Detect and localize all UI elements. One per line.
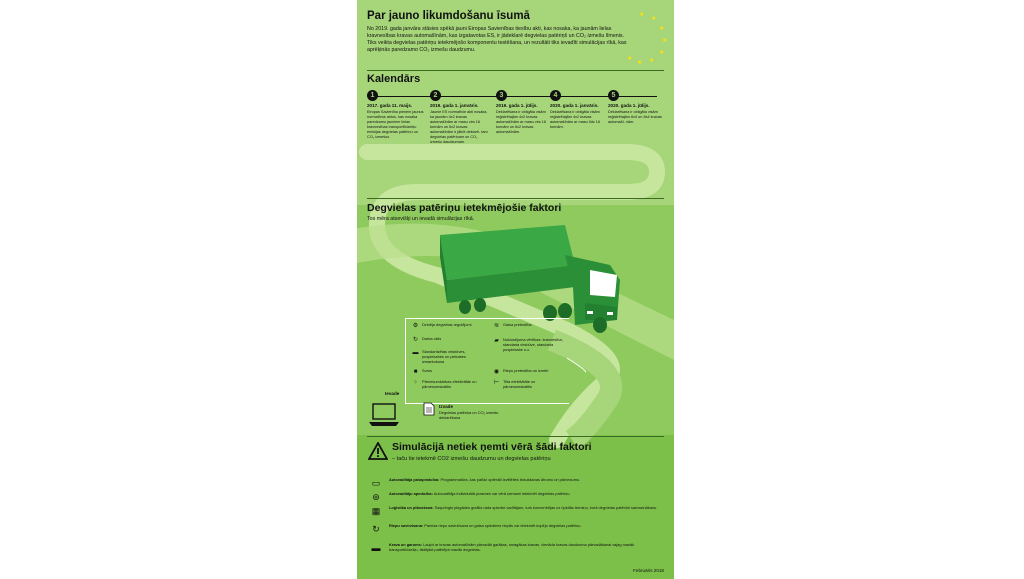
divider [367,198,664,199]
monitor-icon: ▭ [371,478,381,488]
step-date: 2020. gada 1. janvāris. [550,103,599,108]
step-date: 2019. gada 1. janvāris. [430,103,479,108]
excluded-factor-row [369,492,659,502]
simulation-title: Simulācijā netiek ņemti vērā šādi faktori [392,441,592,453]
calendar-title: Kalendārs [367,73,421,85]
step-number: 3 [496,90,507,101]
step-number: 5 [608,90,619,101]
factors-subtitle: Tos mēra atsevišķi un ievadā simulācijas rīkā. [367,216,475,222]
calendar-item [367,90,425,140]
step-text: Deklarēšana ir obligāta visām reģistrētajām 6x4 un 8x4 kravas automašī- nām. [608,110,662,124]
output-text: Degvielas patēriņa un CO₂ izmešu deklarēšana [439,410,499,420]
intro-title: Par jauno likumdošanu īsumā [367,10,530,22]
factor-label: Svars [422,368,432,373]
step-text: Deklarēšana ir obligāta visām reģistrētajām 4x2 kravas automašīnām ar masu līdz 16 tonnām. [550,110,601,129]
tyre-pressure-icon: ↻ [372,524,380,534]
factor-text: Programmatūra, kas palīdz optimāli izvēlēties braukšanas ātrumu un pārnesumu. [440,477,581,482]
simulation-subtitle: – taču tie ietekmē CO2 izmešu daudzumu un degvielas patēriņu [392,456,551,462]
factor-label: Dzinēja degvielas regulējumi [422,322,472,327]
factor-name: Krava un garums: [389,542,423,547]
calendar-item [550,90,608,130]
infographic-poster [357,0,674,579]
warning-icon [368,442,388,460]
factor-label: Pārnesumkārbas efektivitāte un pārnesumskaitlis [422,379,477,389]
factor-label: Darba cikls [422,336,442,341]
truck-icon: ▬ [412,350,419,356]
factor-label: Gaisa pretestība [503,322,532,327]
step-date: 2020. gada 1. jūlijs. [608,103,650,108]
factor-name: Autovadītāju apmācība: [389,491,433,496]
factor-name: Riepu savirzīsana: [389,523,424,528]
load-icon: ▬ [371,543,381,553]
axle-icon: ⊢ [493,380,500,386]
calendar-icon: ▦ [371,506,381,516]
eu-stars-icon: ★ ★ ★ ★ ★ ★ ★ ★ [627,12,668,66]
excluded-factor-row [369,524,659,534]
factor-item [412,323,492,330]
divider [367,70,664,71]
step-number: 2 [430,90,441,101]
input-label: Ievade [385,391,400,396]
components-icon: ⁘ [412,380,419,386]
step-date: 2017. gada 11. maijs. [367,103,413,108]
factor-name: Loģistika un plānošana: [389,505,434,510]
factor-item [493,338,563,352]
step-number: 1 [367,90,378,101]
factor-item [412,369,492,376]
excluded-factor-row [369,506,659,516]
factor-label: Standartizētas virsbūves, puspiekabes un piekabes izmantošana [422,349,466,364]
factor-label: Tilta efektivitāte un pārnesumskaitlis [503,379,536,389]
cycle-icon: ↻ [412,337,419,343]
divider [367,436,664,437]
factor-item [412,380,492,390]
tyre-icon: ◉ [493,369,500,375]
factor-item [412,350,482,364]
calendar-item [496,90,554,135]
factor-item [493,323,563,330]
output-label: Izvade [439,404,454,409]
factor-text: Pareiza riepu savirzīsana un gaisa spiediens riepās var ietekmēt kopējo degvielas patēriņu. [424,523,582,528]
step-text: Deklarēšana ir obligāta visām reģistrētajām 4x2 kravas automašīnām ar masu virs 16 tonnām un 6x2 kravas automašīnām. [496,110,547,134]
factor-text: Ļaujot ar kravas automašīnām pārvadāt garākas, smagākas kravas, vienāda kravas daudzuma pārvadāšanai vajag mazāk transportlīdzekļu, tādējādi patērējot mazāk degvielas. [389,542,635,552]
steering-wheel-icon: ⊛ [372,492,380,502]
factor-label: Riepu pretestība un izmēri [503,368,549,373]
steering-icon: ⚙ [412,323,419,329]
aero-icon: ≋ [493,323,500,329]
calendar-item [608,90,666,125]
weight-icon: ■ [413,369,418,375]
factor-item [493,369,563,376]
factor-text: Saspringts piegādes grafiks rada spiedici vadītājam, turk koncentrējas uz ūpidlās termiņu, kurā degvielas patēriņš samazināšanu. [434,505,658,510]
step-text: Eiropas Savienība pieņem jaunus normatīvos aktus, kas nosaka paredzamo jaunlem lielas kravnesības transportlīdzekļu emisijas degvielas patēriņu un CO₂ izmešus. [367,110,424,139]
step-text: Jaunie ES normatīvie akti nosaka, ka jaunām 4x2 kravas automašīnām ar masu virs 16 tonnām un 6x2 kravas automašīnām ir jābūt deklarē- tam degvielas patēriņam un CO₂ izmešu daudzumam. [430,110,488,144]
intro-text: No 2019. gada janvāra stāsies spēkā jauni Eiropas Savienības tiesību akti, kas nosaka, ka jaunām lielas kravnesības kravas automašīnām, kas izgatavotas ES, ir jādeklarē degvielas patēriņš un CO₂ izmešu līmenis. Tiks veikta degvielas patēriņu ietekmējošo komponentu testēšana, un rezultāti tiks ievadīti simulācijas rīkā, kas aprēķinās paredzamo CO₂ izmešu daudzumu. [367,26,627,54]
factor-item [412,337,492,344]
factor-label: Noklusējuma vērtības: kravnesība, standarta virsbūve, standarta puspiekabe u.c. [503,337,563,352]
factor-text: Autovadītāja individuālā prasmes var vērā ņemami ietekmēt degvielas patēriņu. [433,491,571,496]
factors-title: Degvielas patēriņu ietekmējošie faktori [367,202,562,214]
document-icon [423,402,435,416]
step-number: 4 [550,90,561,101]
laptop-icon [369,402,399,428]
footer-date: Februāris 2018 [633,568,664,573]
step-date: 2019. gada 1. jūlijs. [496,103,538,108]
excluded-factor-row [369,543,659,553]
excluded-factor-row [369,478,659,488]
factor-name: Autovadītāja pašapmācība: [389,477,440,482]
trailer-icon: ▰ [494,338,499,344]
factor-item [493,380,563,390]
calendar-item [430,90,488,145]
